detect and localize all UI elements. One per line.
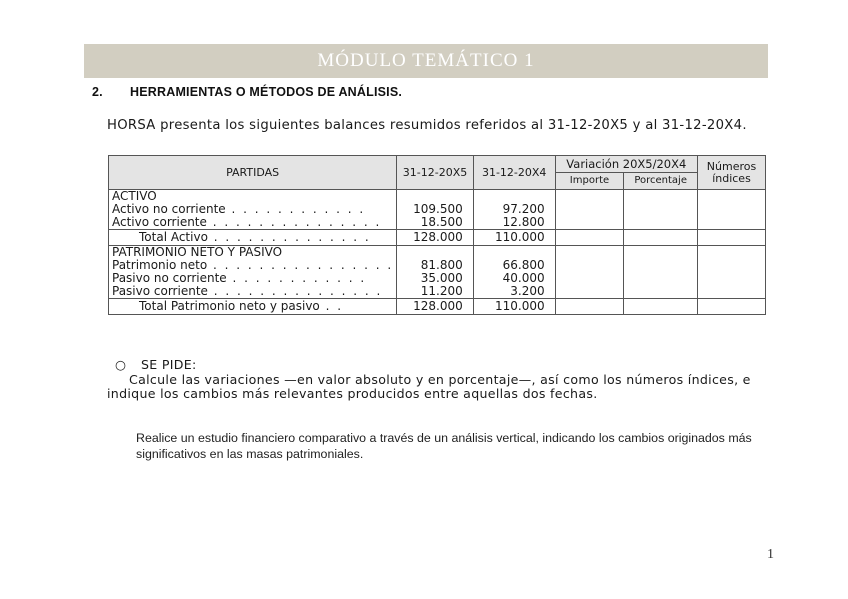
section-heading: [92, 85, 402, 99]
table-row: [109, 259, 766, 272]
row-leader-dots: . . . . . . . . . . . . . . .: [207, 285, 383, 298]
value-x5: [397, 246, 474, 260]
task-heading: [115, 358, 769, 373]
value-x5: 128.000: [397, 230, 474, 246]
table-row: [109, 246, 766, 260]
header-porcentaje: Porcentaje: [624, 173, 698, 190]
value-x4: 40.000: [473, 272, 555, 285]
page-number: 1: [767, 547, 774, 562]
value-x5: 18.500: [397, 216, 474, 230]
exercise-intro: HORSA presenta los siguientes balances resumidos referidos al 31-12-20X5 y al 31-12-20X4.: [107, 118, 747, 133]
row-leader-dots: . .: [319, 299, 344, 313]
table-row: [109, 272, 766, 285]
header-partidas: PARTIDAS: [109, 156, 397, 190]
header-variacion: Variación 20X5/20X4: [555, 156, 697, 173]
task-text: Calcule las variaciones —en valor absoluto y en porcentaje—, así como los números índices, e indique los cambios más relevantes producidos entre aquellas dos fechas.: [107, 371, 751, 401]
value-x4: [473, 190, 555, 204]
value-x5: [397, 190, 474, 204]
value-x5: 81.800: [397, 259, 474, 272]
table-row-total: [109, 299, 766, 315]
row-label: Pasivo no corriente: [112, 272, 227, 285]
balance-table: [108, 155, 766, 315]
row-label: Total Activo: [139, 230, 208, 244]
row-label: ACTIVO: [109, 190, 397, 204]
header-importe: Importe: [555, 173, 624, 190]
header-col-x4: 31-12-20X4: [473, 156, 555, 190]
bullet-icon: ○: [115, 357, 127, 372]
section-title: HERRAMIENTAS O MÉTODOS DE ANÁLISIS.: [130, 85, 403, 99]
value-x4: 3.200: [473, 285, 555, 299]
row-label: Pasivo corriente: [112, 285, 208, 298]
module-banner: [84, 44, 768, 78]
value-x4: 97.200: [473, 203, 555, 216]
value-x5: 109.500: [397, 203, 474, 216]
header-numeros-indices: Números índices: [698, 156, 766, 190]
value-x5: 35.000: [397, 272, 474, 285]
instruction-text: Realice un estudio financiero comparativo a través de un análisis vertical, indicando los cambios originados más significativos en las masas patrimoniales.: [136, 431, 752, 461]
table-row: [109, 203, 766, 216]
value-x5: 11.200: [397, 285, 474, 299]
table-row: [109, 285, 766, 299]
value-x4: 110.000: [473, 299, 555, 315]
value-x4: 12.800: [473, 216, 555, 230]
row-label: Total Patrimonio neto y pasivo: [139, 299, 320, 313]
module-title: MÓDULO TEMÁTICO 1: [317, 50, 535, 71]
row-leader-dots: . . . . . . . . . . . . . . . .: [207, 259, 394, 272]
task-title: SE PIDE:: [141, 357, 197, 372]
value-x4: 110.000: [473, 230, 555, 246]
header-col-x5: 31-12-20X5: [397, 156, 474, 190]
value-x4: [473, 246, 555, 260]
row-leader-dots: . . . . . . . . . . . . . . .: [206, 216, 382, 229]
row-leader-dots: . . . . . . . . . . . .: [226, 272, 367, 285]
value-x5: 128.000: [397, 299, 474, 315]
row-leader-dots: . . . . . . . . . . . . . .: [207, 230, 371, 244]
row-leader-dots: . . . . . . . . . . . .: [225, 203, 366, 216]
table-row-total: [109, 230, 766, 246]
table-row: [109, 190, 766, 204]
row-label: Activo no corriente: [112, 203, 226, 216]
row-label: PATRIMONIO NETO Y PASIVO: [109, 246, 397, 260]
instruction-paragraph: [108, 430, 758, 462]
value-x4: 66.800: [473, 259, 555, 272]
row-label: Patrimonio neto: [112, 259, 208, 272]
section-number: 2.: [92, 85, 103, 99]
row-label: Activo corriente: [112, 216, 207, 229]
table-row: [109, 216, 766, 230]
task-block: [107, 358, 769, 402]
